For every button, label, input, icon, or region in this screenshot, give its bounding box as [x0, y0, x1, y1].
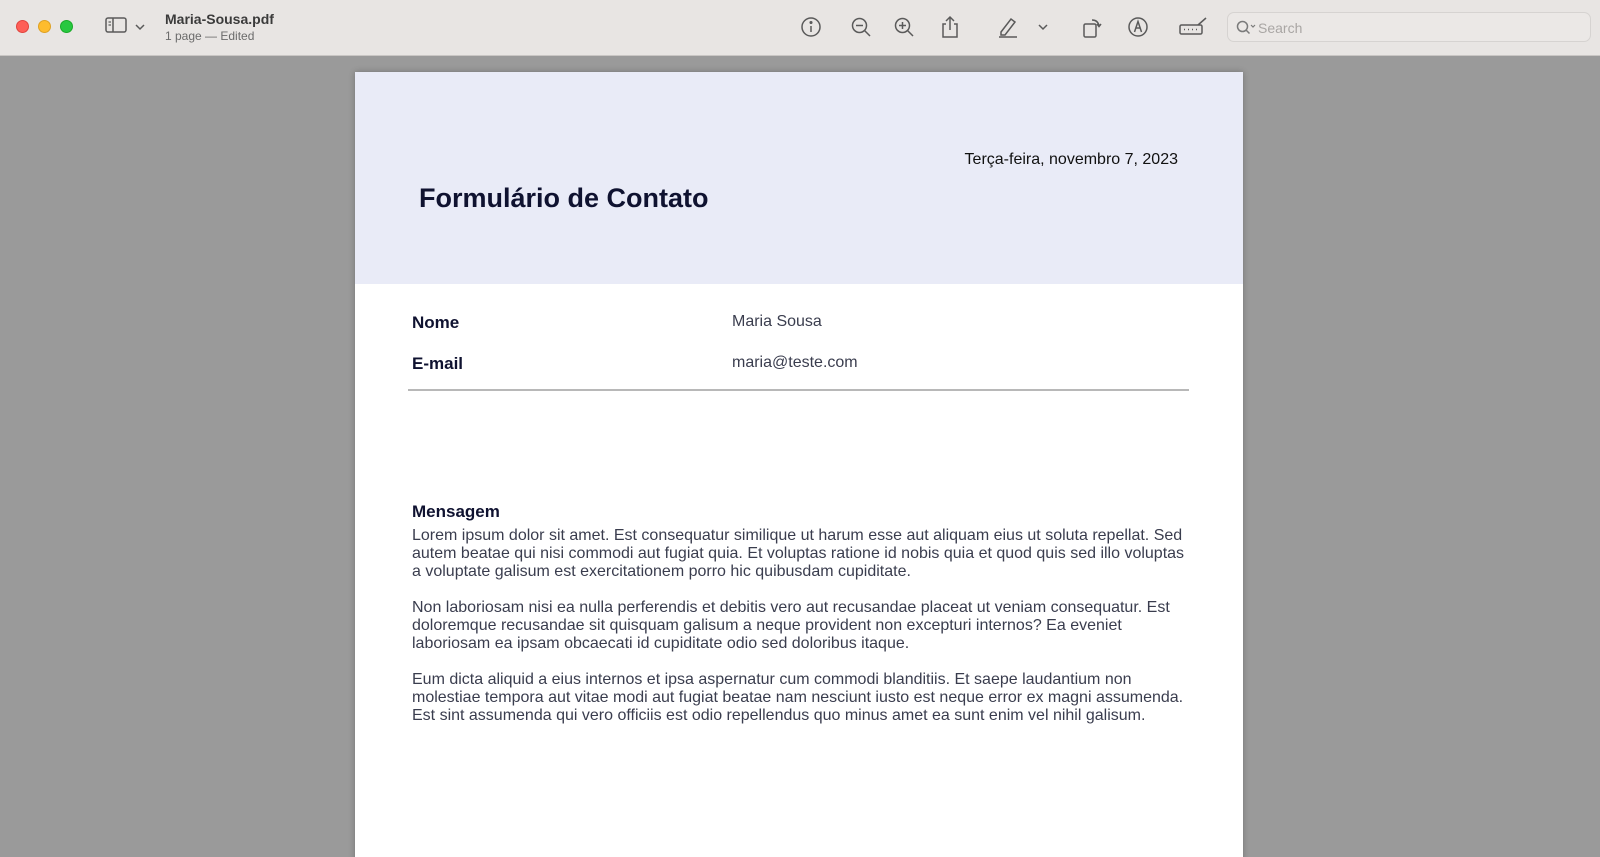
zoom-in-icon: [893, 16, 915, 38]
highlight-button[interactable]: [996, 15, 1020, 39]
name-label: Nome: [412, 313, 460, 332]
document-status: 1 page — Edited: [165, 29, 255, 43]
rotate-button[interactable]: [1080, 15, 1104, 39]
sidebar-toggle-button[interactable]: [105, 16, 153, 38]
share-icon: [939, 15, 961, 39]
message-paragraph: Lorem ipsum dolor sit amet. Est consequatur similique ut harum esse aut aliquam eius ut soluta repellat. Sed autem beatae qui nisi commodi aut fugiat quia. Et voluptas ratione id nobis quia et quod quis sed illo voluptas a voluptate galisum est exercitationem porro hic quibusdam cupiditate.: [412, 527, 1185, 580]
info-icon: [800, 16, 822, 38]
search-field[interactable]: [1227, 12, 1591, 42]
zoom-out-icon: [850, 16, 872, 38]
info-button[interactable]: [799, 15, 823, 39]
message-paragraph: Non laboriosam nisi ea nulla perferendis et debitis vero aut recusandae placeat ut veniam consequatur. Est doloremque recusandae sit quisquam galisum a neque provident non excepturi internos? Ea eveniet laboriosam ea ipsam obcaecati id cupiditate odio sed doloribus itaque.: [412, 599, 1170, 652]
pdf-page: [355, 72, 1243, 857]
zoom-out-button[interactable]: [849, 15, 873, 39]
highlight-options-button[interactable]: [1036, 15, 1050, 39]
maximize-window-button[interactable]: [60, 20, 73, 33]
message-body: [412, 527, 1192, 743]
form-title: Formulário de Contato: [419, 183, 709, 213]
markup-icon: [1127, 16, 1149, 38]
highlight-pen-icon: [996, 15, 1020, 39]
section-divider: [408, 389, 1189, 391]
signature-icon: [1178, 16, 1208, 38]
form-header: [355, 72, 1243, 284]
search-icon: [1236, 20, 1258, 41]
markup-button[interactable]: [1126, 15, 1150, 39]
search-input[interactable]: [1258, 17, 1578, 39]
zoom-in-button[interactable]: [892, 15, 916, 39]
email-label: E-mail: [412, 354, 464, 373]
form-date: Terça-feira, novembro 7, 2023: [964, 151, 1178, 168]
close-window-button[interactable]: [16, 20, 29, 33]
share-button[interactable]: [938, 15, 962, 39]
minimize-window-button[interactable]: [38, 20, 51, 33]
message-label: Mensagem: [412, 502, 500, 521]
window-toolbar: [0, 0, 1600, 56]
document-viewer[interactable]: [0, 57, 1600, 857]
name-value: Maria Sousa: [732, 313, 822, 330]
message-paragraph: Eum dicta aliquid a eius internos et ipsa aspernatur cum commodi blanditiis. Et saepe laudantium non molestiae tempora aut vitae modi aut fugiat beatae nam nesciunt iusto est neque error ex magni assumenda. Est sint assumenda qui vero officiis est odio repellendus quo minus amet ea sunt enim vel nihil galisum.: [412, 671, 1184, 724]
chevron-down-icon: [1038, 23, 1048, 31]
signature-button[interactable]: [1178, 15, 1208, 39]
chevron-down-icon: [135, 18, 145, 36]
email-value: maria@teste.com: [732, 354, 858, 371]
sidebar-icon: [105, 16, 127, 39]
document-title: Maria-Sousa.pdf: [165, 11, 274, 27]
rotate-icon: [1081, 15, 1103, 39]
